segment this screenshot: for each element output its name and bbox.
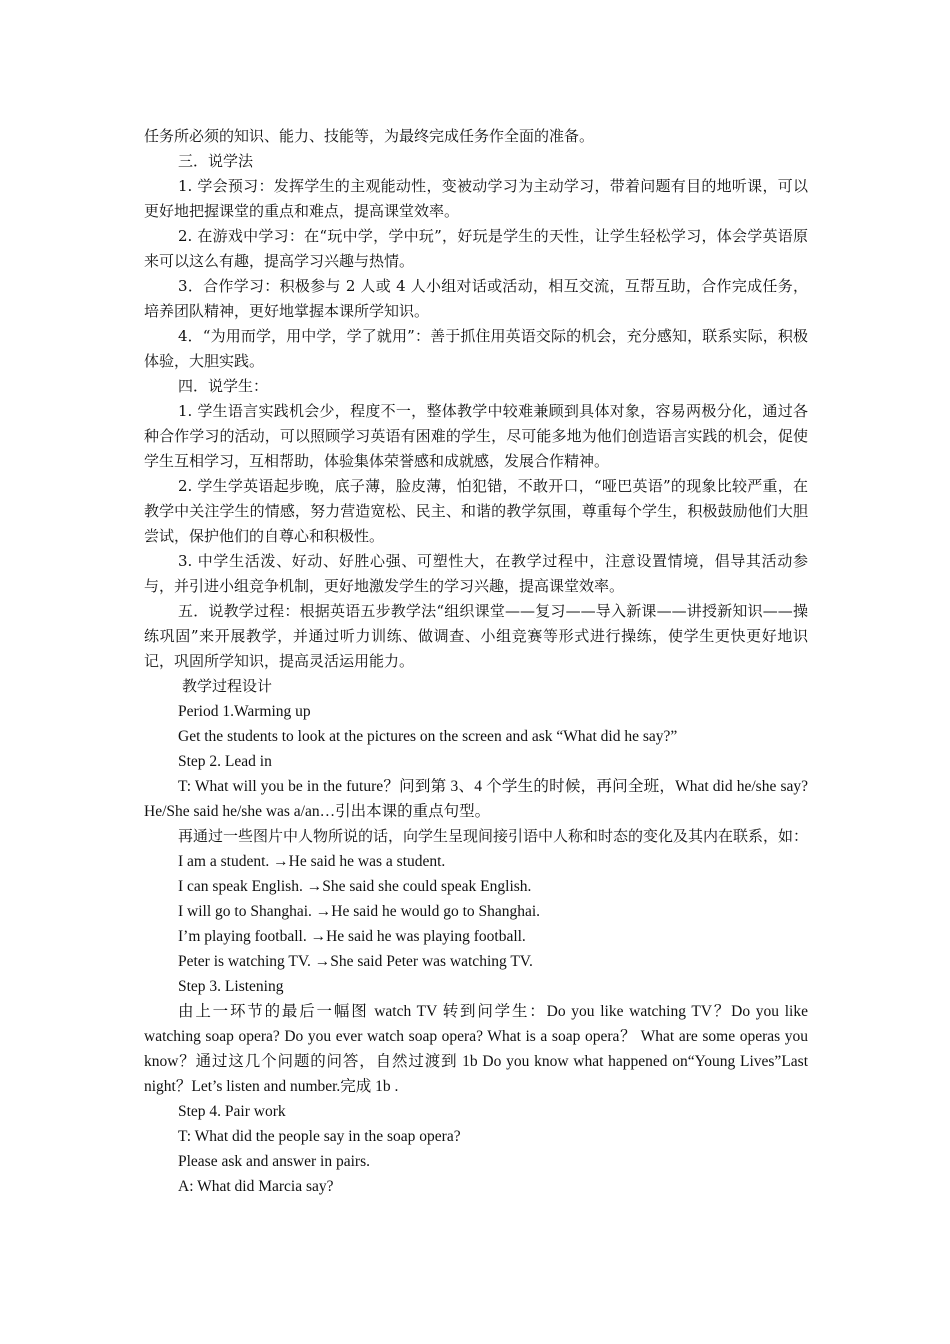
- paragraph-students-2: 2. 学生学英语起步晚，底子薄，脸皮薄，怕犯错，不敢开口，“哑巴英语”的现象比较严重，在教学中关注学生的情感，努力营造宽松、民主、和谐的教学氛围，尊重每个学生，积极鼓励他们大胆尝试，保护他们的自尊心和积极性。: [144, 477, 808, 545]
- paragraph-method-3: 3．合作学习：积极参与 2 人或 4 人小组对话或活动，相互交流，互帮互助，合作完成任务，培养团队精神，更好地掌握本课所学知识。: [144, 277, 808, 320]
- example-sentence-2: I can speak English. →She said she could speak English.: [178, 878, 532, 895]
- paragraph-warming-up: Get the students to look at the pictures on the screen and ask “What did he say?”: [178, 728, 678, 745]
- paragraph-method-2: 2. 在游戏中学习：在“玩中学，学中玩”，好玩是学生的天性，让学生轻松学习，体会学英语原来可以这么有趣，提高学习兴趣与热情。: [144, 227, 808, 270]
- heading-process-design: 教学过程设计: [182, 677, 273, 695]
- paragraph-teaching-process: 五．说教学过程：根据英语五步教学法“组织课堂——复习——导入新课——讲授新知识——操练巩固”来开展教学，并通过听力训练、做调查、小组竞赛等形式进行操练，使学生更快更好地识记，巩固所学知识，提高灵活运用能力。: [144, 602, 808, 670]
- paragraph-continuation: 任务所必须的知识、能力、技能等，为最终完成任务作全面的准备。: [144, 127, 595, 145]
- paragraph-lead-in: T: What will you be in the future？问到第 3、4 个学生的时候，再问全班，What did he/she say? He/She said he/she was a/an…引出本课的重点句型。: [144, 778, 808, 820]
- document-page: [144, 124, 808, 1199]
- step-listening: Step 3. Listening: [178, 978, 284, 995]
- paragraph-dialogue-a: A: What did Marcia say?: [178, 1178, 334, 1195]
- example-sentence-4: I’m playing football. →He said he was playing football.: [178, 928, 526, 945]
- paragraph-pair-work-instruction: Please ask and answer in pairs.: [178, 1153, 370, 1170]
- step-lead-in: Step 2. Lead in: [178, 753, 272, 770]
- example-sentence-5: Peter is watching TV. →She said Peter was watching TV.: [178, 953, 533, 970]
- heading-study-methods: 三．说学法: [178, 152, 254, 170]
- step-period-1: Period 1.Warming up: [178, 703, 311, 720]
- step-pair-work: Step 4. Pair work: [178, 1103, 286, 1120]
- paragraph-listening: 由上一环节的最后一幅图 watch TV 转到问学生：Do you like watching TV？Do you like watching soap opera? Do you ever watch soap opera? What is a soap opera？ What are some operas you know？通过这几个问题的问答，自然过渡到 1b Do you know what happened on“Young Lives”Last night？Let’s listen and number.完成 1b .: [144, 1003, 808, 1095]
- paragraph-method-4: 4．“为用而学，用中学，学了就用”：善于抓住用英语交际的机会，充分感知，联系实际，积极体验，大胆实践。: [144, 327, 808, 370]
- example-sentence-1: I am a student. →He said he was a student.: [178, 853, 446, 870]
- paragraph-method-1: 1. 学会预习：发挥学生的主观能动性，变被动学习为主动学习，带着问题有目的地听课，可以更好地把握课堂的重点和难点，提高课堂效率。: [144, 177, 808, 220]
- paragraph-students-1: 1. 学生语言实践机会少，程度不一，整体教学中较难兼顾到具体对象，容易两极分化，通过各种合作学习的活动，可以照顾学习英语有困难的学生，尽可能多地为他们创造语言实践的机会，促使学生互相学习，互相帮助，体验集体荣誉感和成就感，发展合作精神。: [144, 402, 808, 470]
- heading-students: 四．说学生：: [178, 377, 269, 395]
- paragraph-reported-speech: 再通过一些图片中人物所说的话，向学生呈现间接引语中人称和时态的变化及其内在联系，如：: [178, 827, 809, 845]
- paragraph-pair-work-question: T: What did the people say in the soap opera?: [178, 1128, 461, 1145]
- paragraph-students-3: 3. 中学生活泼、好动、好胜心强、可塑性大，在教学过程中，注意设置情境，倡导其活动参与，并引进小组竞争机制，更好地激发学生的学习兴趣，提高课堂效率。: [144, 552, 808, 595]
- example-sentence-3: I will go to Shanghai. →He said he would go to Shanghai.: [178, 903, 541, 920]
